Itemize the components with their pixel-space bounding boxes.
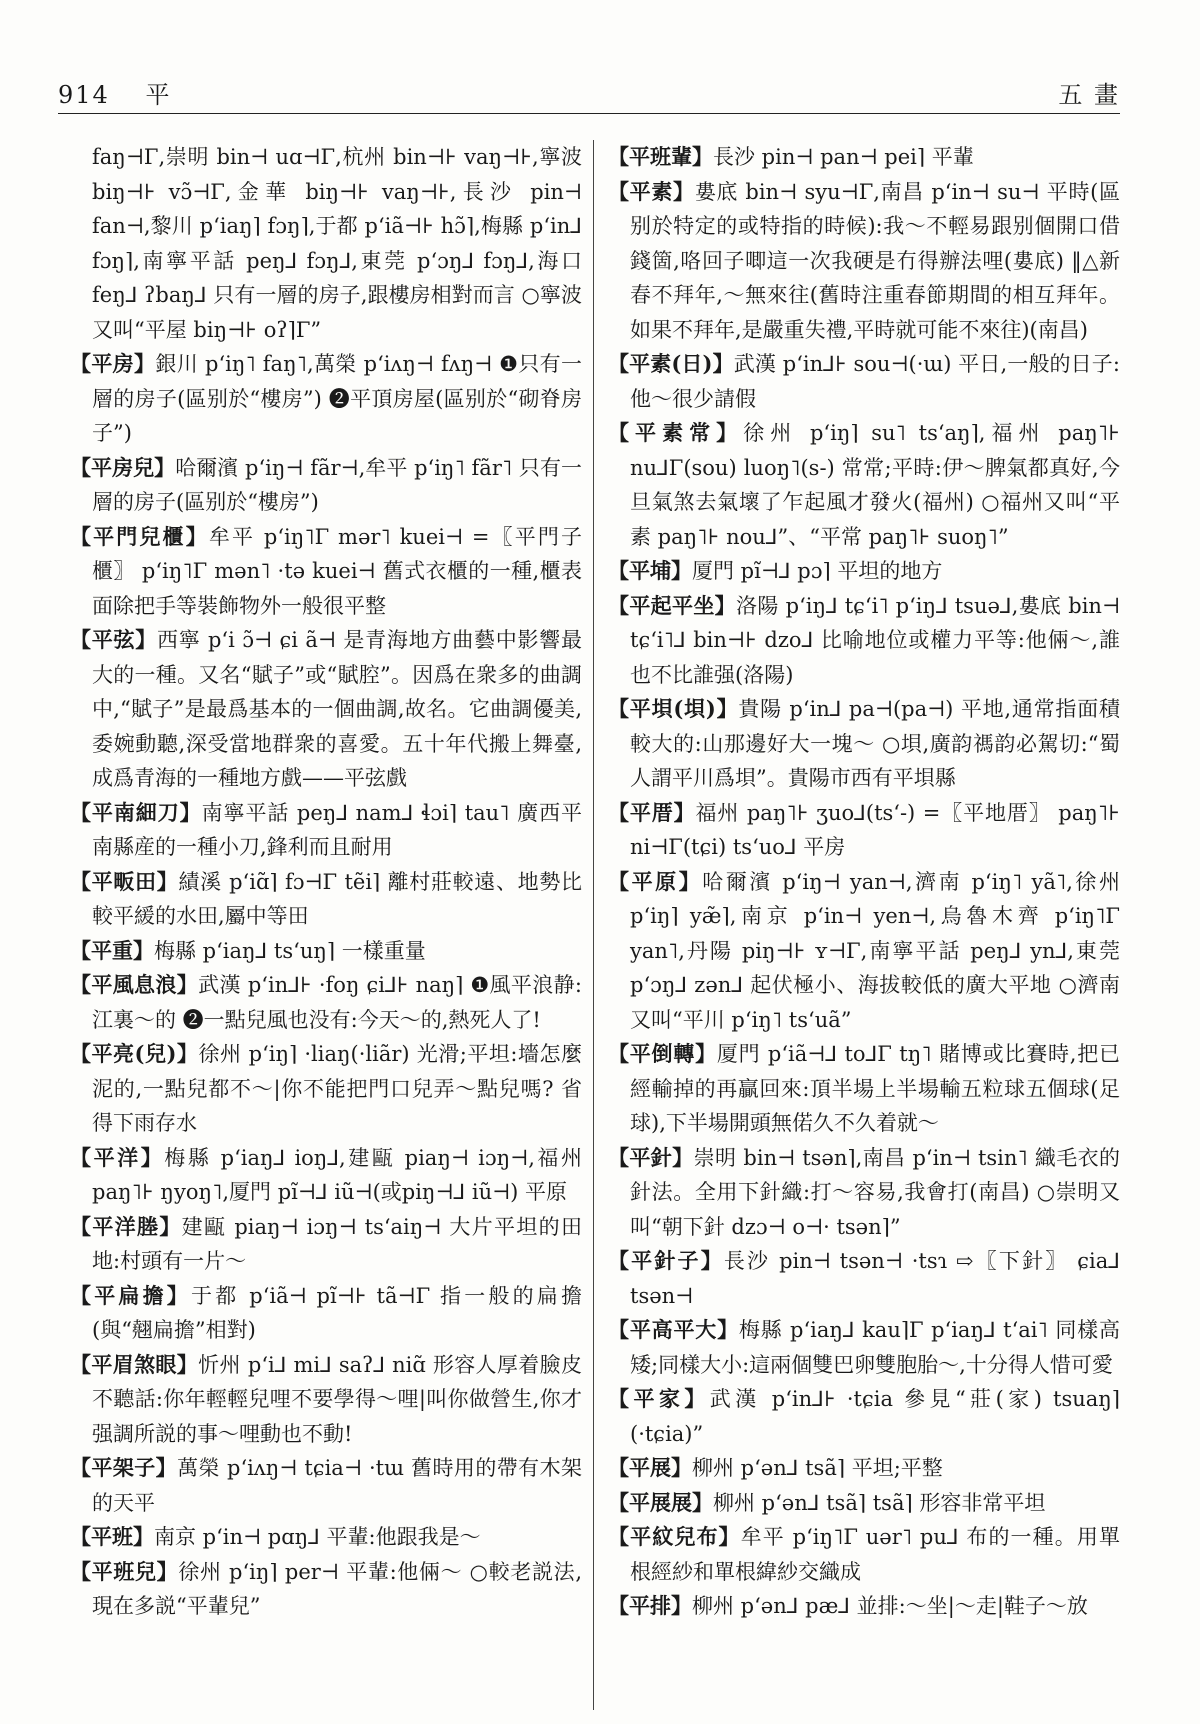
dictionary-entry [70,1037,582,1141]
page-header [58,70,1120,110]
dictionary-entry [608,1520,1120,1589]
right-column [608,140,1120,1624]
entry-definition: 洛陽 pʻiŋ⅃ tɕʻi˥ pʻiŋ⅃ tsuə⅃,婁底 bin⊣ tɕʻi˥⅃ bin⊣⊦ dzo⅃ 比喻地位或權力平等:他倆～,誰也不比誰强(洛陽) [630,593,1121,687]
entry-definition: 徐州 pʻiŋ⌉ su˥ tsʻaŋ⌉,福州 paŋ˥⊦ nu⅃Γ(sou) luoŋ˥(s-) 常常;平時:伊～脾氣都真好,今旦氣煞去氣壞了乍起風才發火(福州) ○福州又叫“平素 paŋ˥⊦ nou⅃”、“平常 paŋ˥⊦ suoŋ˥” [630,421,1121,549]
entry-headword: 【平畈田】 [70,868,179,894]
entry-headword: 【平班兒】 [70,1558,179,1584]
entry-headword: 【平房】 [70,351,156,376]
entry-headword: 【平高平大】 [608,1317,739,1342]
entry-headword: 【平眉煞眼】 [70,1351,199,1377]
entry-definition: 銀川 pʻiŋ˥ faŋ˥,萬榮 pʻiʌŋ⊣ fʌŋ⊣ ❶只有一層的房子(區别於“樓房”) ❷平頂房屋(區别於“砌脊房子”) [92,352,583,445]
header-left [58,75,197,110]
entry-definition: 哈爾濱 pʻiŋ⊣ yan⊣,濟南 pʻiŋ˥ yã˥,徐州 pʻiŋ⌉ yæ̃⌉,南京 pʻin⊣ yen⊣,烏魯木齊 pʻiŋ˥Γ yan˥,丹陽 piŋ⊣⊦ ʏ⊣Γ,南寧平話 peŋ⅃ yn⅃,東莞 pʻɔŋ⅃ zən⅃ 起伏極小、海拔較低的廣大平地 ○濟南又叫“平川 pʻiŋ˥ tsʻuã” [630,869,1121,1032]
entry-headword: 【平架子】 [70,1455,178,1480]
dictionary-entry [608,416,1120,554]
dictionary-entry [70,1555,582,1624]
dictionary-entry [608,554,1120,589]
dictionary-entry [608,347,1120,416]
left-column [70,140,582,1624]
header-rule [58,113,1120,114]
dictionary-entry [70,623,582,796]
entry-definition: 績溪 pʻiɑ̃⌉ fɔ⊣Γ tẽi⌉ 離村莊較遠、地勢比較平緩的水田,屬中等田 [92,869,583,928]
dictionary-entry [70,865,582,934]
dictionary-entry [70,1141,582,1210]
dictionary-entry [70,451,582,520]
entry-definition: 徐州 pʻiŋ⌉ per⊣ 平輩:他倆～ ○較老説法,現在多説“平輩兒” [92,1559,582,1618]
radical-label: 平 [145,81,172,109]
entry-definition: 婁底 bin⊣ syu⊣Γ,南昌 pʻin⊣ su⊣ 平時(區别於特定的或特指的時候):我～不輕易跟别個開口借錢箇,咯回子唧這一次我硬是冇得辦法哩(婁底) ‖△新春不拜年,～無來往(舊時注重春節期間的相互拜年。如果不拜年,是嚴重失禮,平時就可能不來往)(南昌) [630,179,1121,342]
entry-definition: 厦門 pʻiã⊣⅃ to⅃Γ tŋ˥ 賭博或比賽時,把已經輸掉的再贏回來:頂半場上半場輸五粒球五個球(足球),下半場開頭無偌久不久着就～ [630,1042,1120,1135]
entry-definition: 長沙 pin⊣ pan⊣ pei⌉ 平輩 [713,145,974,169]
dictionary-entry [608,1589,1120,1624]
entry-definition: 武漢 pʻin⅃⊦ ·foŋ ɕi⅃⊦ naŋ⌉ ❶風平浪静:江裏～的 ❷一點兒風也没有:今天～的,熱死人了! [92,973,583,1032]
dictionary-entry [608,589,1120,693]
entry-headword: 【平風息浪】 [70,972,199,997]
dictionary-entry [608,1382,1120,1451]
entry-definition: 梅縣 pʻiaŋ⅃ kau⌉Γ pʻiaŋ⅃ tʻai˥ 同樣高矮;同樣大小:這兩個雙巴卵雙胞胎～,十分得人惜可愛 [630,1318,1120,1377]
entry-headword: 【平針】 [608,1144,694,1170]
entry-definition: 徐州 pʻiŋ⌉ ·liaŋ(·liãr) 光滑;平坦:墻怎麼泥的,一點兒都不～|你不能把門口兒弄～點兒嗎? 省得下雨存水 [92,1042,582,1135]
entry-definition: 柳州 pʻən⅃ pæ⅃ 並排:～坐|～走|鞋子～放 [692,1594,1088,1618]
dictionary-entry [608,1037,1120,1141]
entry-definition: 柳州 pʻən⅃ tsã⌉ tsã⌉ 形容非常平坦 [713,1490,1046,1515]
entry-headword: 【平厝】 [608,799,696,825]
dictionary-entry [608,796,1120,865]
entry-definition: 長沙 pin⊣ tsən⊣ ·tsɿ ⇨〖下針〗 ɕia⅃ tsən⊣ [630,1249,1120,1308]
dictionary-entry [608,1451,1120,1486]
dictionary-entry [70,1451,582,1520]
entry-definition: 梅縣 pʻiaŋ⅃ tsʻuŋ⌉ 一樣重量 [154,938,426,963]
dictionary-entry [70,347,582,451]
entry-headword: 【平展展】 [608,1489,713,1515]
dictionary-entry [608,175,1120,348]
entry-headword: 【平弦】 [70,627,158,652]
entry-definition: faŋ⊣Γ,崇明 bin⊣ uɑ⊣Γ,杭州 bin⊣⊦ vaŋ⊣⊦,寧波 biŋ⊣⊦ vɔ̃⊣Γ,金華 biŋ⊣⊦ vaŋ⊣⊦,長沙 pin⊣ fan⊣,黎川 pʻiaŋ⌉ fɔŋ⌉,于都 pʻiã⊣⊦ hɔ̃⌉,梅縣 pʻin⅃ fɔŋ⌉,南寧平話 peŋ⅃ fɔŋ⅃,東莞 pʻɔŋ⅃ fɔŋ⅃,海口 feŋ⅃ ʔbaŋ⅃ 只有一層的房子,跟樓房相對而言 ○寧波又叫“平屋 biŋ⊣⊦ oʔ⌉Γ” [92,145,582,342]
dictionary-entry [70,1279,582,1348]
dictionary-entry [70,968,582,1037]
entry-headword: 【平洋塍】 [70,1213,182,1239]
entry-headword: 【平洋】 [70,1144,165,1170]
dictionary-entry [608,692,1120,796]
entry-headword: 【平針子】 [608,1248,724,1273]
entry-headword: 【平門兒櫃】 [70,523,209,549]
entry-headword: 【平排】 [608,1593,692,1618]
page-number: 914 [58,81,110,109]
entry-definition: 西寧 pʻi ɔ̃⊣ ɕi ã⊣ 是青海地方曲藝中影響最大的一種。又名“賦子”或“賦腔”。因爲在衆多的曲調中,“賦子”是最爲基本的一個曲調,故名。它曲調優美,委婉動聽,深受當地群衆的喜愛。五十年代搬上舞臺,成爲青海的一種地方戲——平弦戲 [92,628,582,790]
entry-headword: 【平垻(垻)】 [608,696,739,721]
entry-headword: 【平紋兒布】 [608,1524,741,1549]
dictionary-entry [608,1313,1120,1382]
entry-definition: 厦門 pĩ⊣⅃ pɔ⌉ 平坦的地方 [692,559,943,583]
entry-headword: 【平班輩】 [608,144,713,169]
entry-definition: 建甌 piaŋ⊣ iɔŋ⊣ tsʻaiŋ⊣ 大片平坦的田地:村頭有一片～ [92,1214,583,1273]
section-label: 五 畫 [1058,81,1120,109]
entry-definition: 福州 paŋ˥⊦ ʒuo⅃(tsʻ-) =〖平地厝〗 paŋ˥⊦ ni⊣Γ(tɕi) tsʻuo⅃ 平房 [630,800,1121,859]
entry-definition: 南京 pʻin⊣ pɑŋ⅃ 平輩:他跟我是～ [154,1525,481,1549]
entry-headword: 【平亮(兒)】 [70,1041,199,1066]
entry-headword: 【平素常】 [608,420,744,445]
entry-definition: 于都 pʻiã⊣ pĩ⊣⊦ tã⊣Γ 指一般的扁擔(與“翹扁擔”相對) [92,1283,583,1342]
entry-headword: 【平展】 [608,1455,692,1480]
dictionary-entry [70,140,582,347]
entry-headword: 【平房兒】 [70,454,176,480]
entry-headword: 【平重】 [70,937,154,963]
entry-headword: 【平家】 [608,1386,710,1411]
dictionary-entry [608,865,1120,1038]
dictionary-entry [608,1244,1120,1313]
entry-definition: 萬榮 pʻiʌŋ⊣ tɕia⊣ ·tɯ 舊時用的帶有木架的天平 [92,1456,583,1515]
entry-definition: 哈爾濱 pʻiŋ⊣ fãr⊣,牟平 pʻiŋ˥ fãr˥ 只有一層的房子(區别於“樓房”) [92,455,583,514]
entry-headword: 【平素(日)】 [608,351,734,376]
dictionary-entry [608,1486,1120,1521]
entry-definition: 崇明 bin⊣ tsən⌉,南昌 pʻin⊣ tsin˥ 織毛衣的針法。全用下針織:打～容易,我會打(南昌) ○崇明又叫“朝下針 dzɔ⊣ o⊣· tsən⌉” [630,1145,1121,1239]
dictionary-entry [608,1141,1120,1245]
entry-headword: 【平原】 [608,868,703,894]
dictionary-entry [70,796,582,865]
entry-definition: 牟平 pʻiŋ˥Γ mər˥ kuei⊣ =〖平門子櫃〗 pʻiŋ˥Γ mən˥ ·tə kuei⊣ 舊式衣櫃的一種,櫃表面除把手等裝飾物外一般很平整 [92,524,583,618]
entry-headword: 【平起平坐】 [608,592,736,618]
dictionary-entry [70,520,582,624]
entry-headword: 【平南細刀】 [70,799,202,825]
entry-headword: 【平倒轉】 [608,1041,717,1066]
dictionary-entry [70,1210,582,1279]
dictionary-entry [70,934,582,969]
entry-definition: 南寧平話 peŋ⅃ nam⅃ ɬɔi⌉ tau˥ 廣西平南縣産的一種小刀,鋒利而且耐用 [92,800,583,859]
entry-definition: 忻州 pʻi⅃ mi⅃ saʔ⅃ niɑ̃ 形容人厚着臉皮不聽話:你年輕輕兒哩不要學得～哩|叫你做營生,你才强調所説的事～哩動也不動! [92,1352,582,1446]
entry-definition: 梅縣 pʻiaŋ⅃ ioŋ⅃,建甌 piaŋ⊣ iɔŋ⊣,福州 paŋ˥⊦ ŋyoŋ˥,厦門 pĩ⊣⅃ iũ⊣(或piŋ⊣⅃ iũ⊣) 平原 [92,1145,582,1204]
entry-headword: 【平埔】 [608,558,692,583]
entry-definition: 武漢 pʻin⅃⊦ ·tɕia 參見“莊(家) tsuaŋ⌉(·tɕia)” [630,1387,1120,1446]
entry-headword: 【平班】 [70,1524,154,1549]
entry-definition: 柳州 pʻən⅃ tsã⌉ 平坦;平整 [692,1456,943,1480]
dictionary-entry [70,1348,582,1452]
entry-headword: 【平扁擔】 [70,1282,191,1308]
entry-definition: 武漢 pʻin⅃⊦ sou⊣(·ɯ) 平日,一般的日子:他～很少請假 [630,352,1120,411]
dictionary-entry [70,1520,582,1555]
dictionary-entry [608,140,1120,175]
entry-headword: 【平素】 [608,178,695,204]
entry-definition: 牟平 pʻiŋ˥Γ uər˥ pu⅃ 布的一種。用單根經紗和單根緯紗交織成 [630,1525,1120,1584]
column-divider [593,140,594,1710]
entry-definition: 貴陽 pʻin⅃ pa⊣(pa⊣) 平地,通常指面積較大的:山那邊好大一塊～ ○垻,廣韵禡韵必駕切:“蜀人謂平川爲垻”。貴陽市西有平垻縣 [630,697,1120,790]
